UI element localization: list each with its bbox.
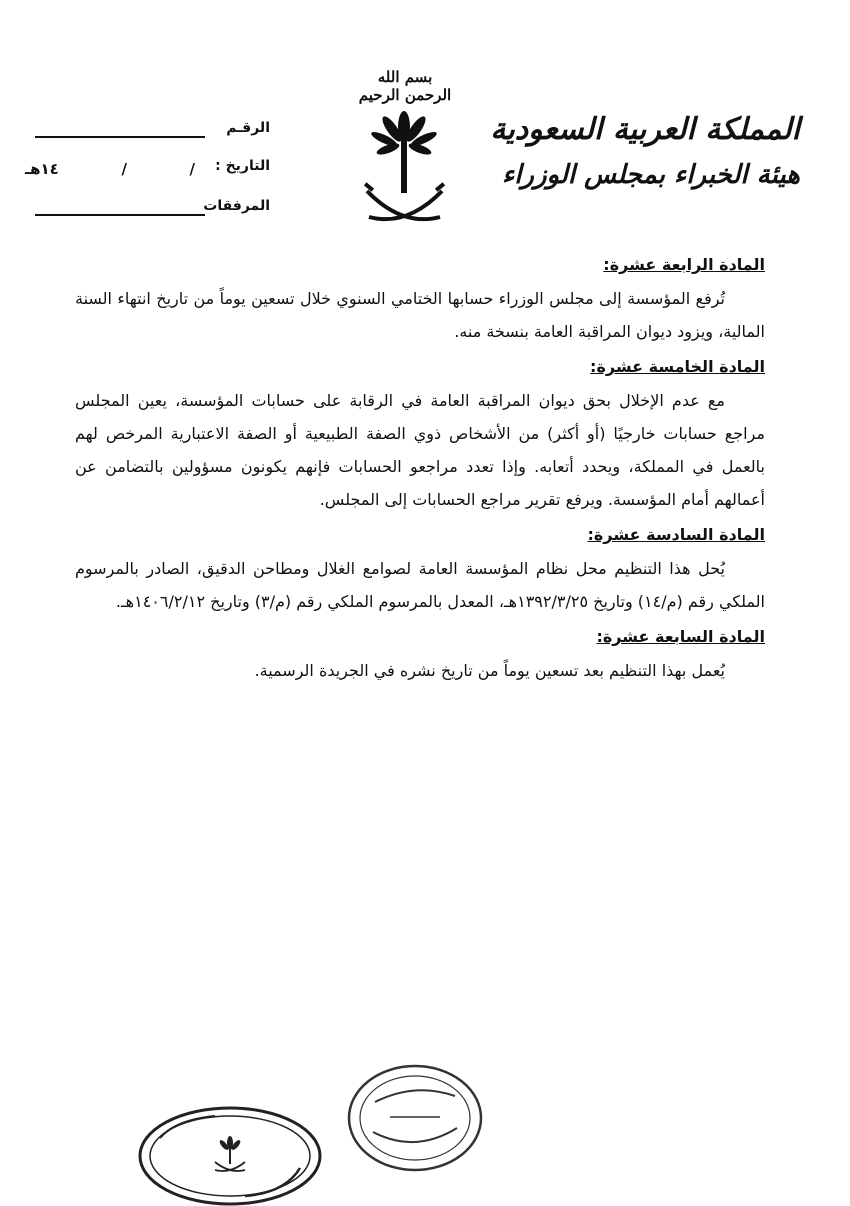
organization-name: هيئة الخبراء بمجلس الوزراء [501,160,800,190]
article-17-text: يُعمل بهذا التنظيم بعد تسعين يوماً من تاريخ نشره في الجريدة الرسمية. [254,661,725,680]
reference-label: الرقـم [226,120,270,136]
attachments-label: المرفقات [203,198,270,214]
date-separator: / [189,160,195,178]
country-name: المملكة العربية السعودية [490,112,800,147]
basmala: بسم الله الرحمن الرحيم [358,68,452,104]
date-hijri-suffix: ١٤هـ [25,160,59,178]
reference-line [35,136,205,138]
article-14-text: تُرفع المؤسسة إلى مجلس الوزراء حسابها الختامي السنوي خلال تسعين يوماً من تاريخ انتهاء السنة المالية، ويزود ديوان المراقبة العامة بنسخة منه. [75,289,765,341]
palm-and-swords-emblem [362,105,447,235]
article-15-text: مع عدم الإخلال بحق ديوان المراقبة العامة في الرقابة على حسابات المؤسسة، يعين المجلس مراجع حسابات خارجيًا (أو أكثر) من الأشخاص ذوي الصفة الطبيعية أو الصفة الاعتبارية المرخص لهم بالعمل في المملكة، ويحدد أتعابه. وإذا تعدد مراجعو الحسابات فإنهم يكونون مسؤولين بالتضامن عن أعمالهم أمام المؤسسة. ويرفع تقرير مراجع الحسابات إلى المجلس. [75,391,765,509]
date-parts [25,160,195,178]
article-16-heading: المادة السادسة عشرة: [587,525,765,544]
article-17-heading: المادة السابعة عشرة: [596,627,765,646]
date-separator: / [121,160,127,178]
article-15-heading: المادة الخامسة عشرة: [590,357,765,376]
attachments-field [30,198,270,224]
date-field [25,158,270,184]
reference-number-field [30,120,270,146]
attachments-line [35,214,205,216]
article-14-heading: المادة الرابعة عشرة: [603,255,765,274]
article-16-text: يُحل هذا التنظيم محل نظام المؤسسة العامة لصوامع الغلال ومطاحن الدقيق، الصادر بالمرسوم الملكي رقم (م/١٤) وتاريخ ١٣٩٢/٣/٢٥هـ، المعدل بالمرسوم الملكي رقم (م/٣) وتاريخ ١٤٠٦/٢/١٢هـ. [75,559,765,611]
experts-commission-seal [135,1098,325,1206]
general-secretariat-seal [345,1062,485,1174]
document-body [75,248,765,689]
date-label: التاريخ : [215,158,270,174]
